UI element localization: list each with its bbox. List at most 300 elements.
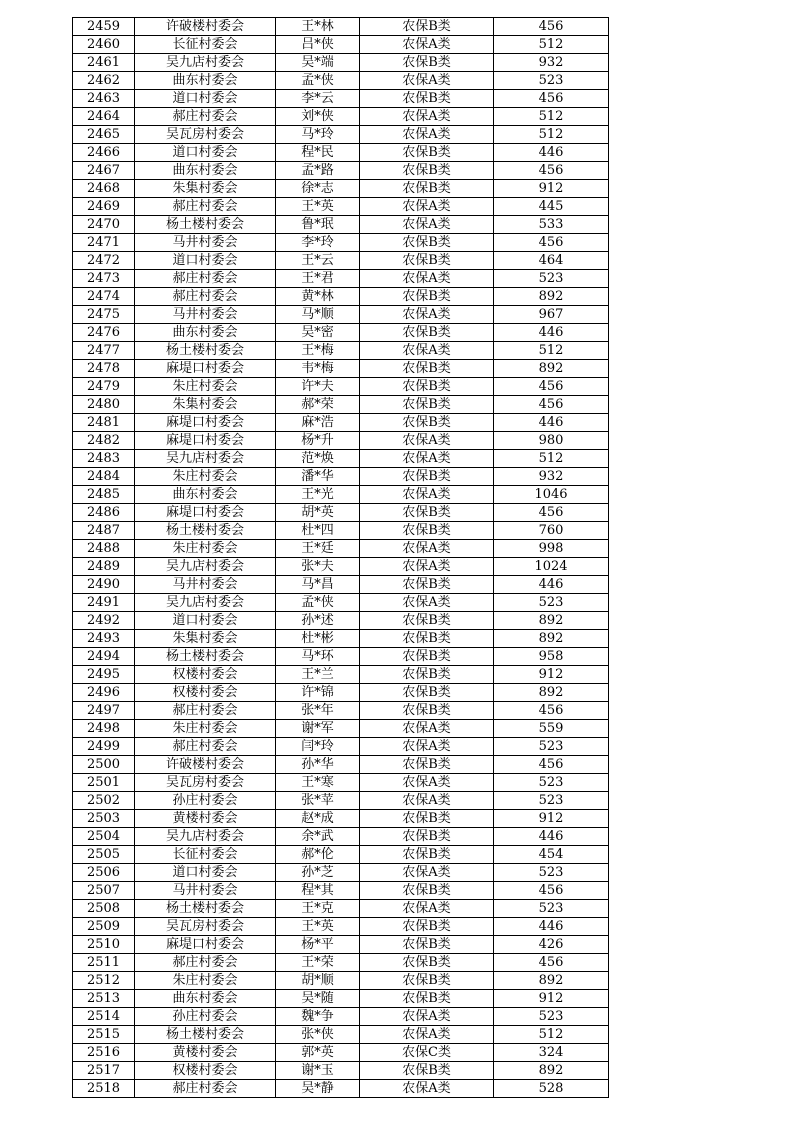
village-committee-cell: 道口村委会 (135, 864, 276, 882)
row-number-cell: 2503 (73, 810, 135, 828)
category-cell: 农保B类 (360, 612, 494, 630)
amount-cell: 456 (494, 954, 609, 972)
name-cell: 范*焕 (276, 450, 360, 468)
village-committee-cell: 曲东村委会 (135, 162, 276, 180)
village-committee-cell: 吴九店村委会 (135, 54, 276, 72)
amount-cell: 523 (494, 864, 609, 882)
row-number-cell: 2493 (73, 630, 135, 648)
table-row (73, 954, 609, 972)
row-number-cell: 2501 (73, 774, 135, 792)
name-cell: 王*寒 (276, 774, 360, 792)
village-committee-cell: 黄楼村委会 (135, 1044, 276, 1062)
amount-cell: 528 (494, 1080, 609, 1098)
category-cell: 农保A类 (360, 270, 494, 288)
name-cell: 吕*侠 (276, 36, 360, 54)
table-row (73, 828, 609, 846)
row-number-cell: 2461 (73, 54, 135, 72)
category-cell: 农保B类 (360, 918, 494, 936)
village-committee-cell: 朱庄村委会 (135, 378, 276, 396)
table-row (73, 918, 609, 936)
name-cell: 徐*志 (276, 180, 360, 198)
category-cell: 农保A类 (360, 594, 494, 612)
row-number-cell: 2468 (73, 180, 135, 198)
village-committee-cell: 朱集村委会 (135, 180, 276, 198)
table-row (73, 702, 609, 720)
amount-cell: 1046 (494, 486, 609, 504)
row-number-cell: 2505 (73, 846, 135, 864)
table-row (73, 216, 609, 234)
name-cell: 胡*英 (276, 504, 360, 522)
village-committee-cell: 杨土楼村委会 (135, 1026, 276, 1044)
table-row (73, 900, 609, 918)
row-number-cell: 2471 (73, 234, 135, 252)
name-cell: 王*廷 (276, 540, 360, 558)
amount-cell: 445 (494, 198, 609, 216)
village-committee-cell: 朱庄村委会 (135, 468, 276, 486)
row-number-cell: 2490 (73, 576, 135, 594)
category-cell: 农保A类 (360, 126, 494, 144)
row-number-cell: 2478 (73, 360, 135, 378)
table-row (73, 684, 609, 702)
village-committee-cell: 郝庄村委会 (135, 738, 276, 756)
name-cell: 张*年 (276, 702, 360, 720)
table-row (73, 180, 609, 198)
category-cell: 农保A类 (360, 1008, 494, 1026)
amount-cell: 446 (494, 414, 609, 432)
row-number-cell: 2476 (73, 324, 135, 342)
amount-cell: 456 (494, 882, 609, 900)
name-cell: 余*武 (276, 828, 360, 846)
table-row (73, 126, 609, 144)
village-committee-cell: 黄楼村委会 (135, 810, 276, 828)
row-number-cell: 2512 (73, 972, 135, 990)
village-committee-cell: 长征村委会 (135, 846, 276, 864)
row-number-cell: 2500 (73, 756, 135, 774)
category-cell: 农保B类 (360, 288, 494, 306)
row-number-cell: 2509 (73, 918, 135, 936)
row-number-cell: 2511 (73, 954, 135, 972)
village-committee-cell: 杨土楼村委会 (135, 342, 276, 360)
row-number-cell: 2483 (73, 450, 135, 468)
name-cell: 王*英 (276, 198, 360, 216)
name-cell: 鲁*珉 (276, 216, 360, 234)
amount-cell: 932 (494, 468, 609, 486)
amount-cell: 512 (494, 36, 609, 54)
category-cell: 农保B类 (360, 576, 494, 594)
village-committee-cell: 吴瓦房村委会 (135, 918, 276, 936)
amount-cell: 523 (494, 738, 609, 756)
table-row (73, 864, 609, 882)
table-row (73, 576, 609, 594)
amount-cell: 446 (494, 576, 609, 594)
category-cell: 农保A类 (360, 432, 494, 450)
amount-cell: 523 (494, 72, 609, 90)
table-row (73, 846, 609, 864)
village-committee-cell: 郝庄村委会 (135, 1080, 276, 1098)
table-row (73, 594, 609, 612)
category-cell: 农保A类 (360, 540, 494, 558)
village-committee-cell: 郝庄村委会 (135, 108, 276, 126)
name-cell: 孙*述 (276, 612, 360, 630)
name-cell: 吴*随 (276, 990, 360, 1008)
table-row (73, 810, 609, 828)
village-committee-cell: 孙庄村委会 (135, 792, 276, 810)
category-cell: 农保B类 (360, 684, 494, 702)
amount-cell: 533 (494, 216, 609, 234)
row-number-cell: 2513 (73, 990, 135, 1008)
table-row (73, 234, 609, 252)
village-committee-cell: 杨土楼村委会 (135, 900, 276, 918)
amount-cell: 892 (494, 972, 609, 990)
village-committee-cell: 曲东村委会 (135, 486, 276, 504)
row-number-cell: 2498 (73, 720, 135, 738)
category-cell: 农保B类 (360, 180, 494, 198)
table-row (73, 306, 609, 324)
amount-cell: 912 (494, 990, 609, 1008)
village-committee-cell: 吴九店村委会 (135, 594, 276, 612)
amount-cell: 446 (494, 324, 609, 342)
data-table (72, 17, 609, 1098)
village-committee-cell: 朱庄村委会 (135, 720, 276, 738)
row-number-cell: 2469 (73, 198, 135, 216)
row-number-cell: 2465 (73, 126, 135, 144)
table-row (73, 468, 609, 486)
amount-cell: 523 (494, 270, 609, 288)
village-committee-cell: 马井村委会 (135, 576, 276, 594)
name-cell: 潘*华 (276, 468, 360, 486)
village-committee-cell: 马井村委会 (135, 882, 276, 900)
table-row (73, 936, 609, 954)
name-cell: 王*君 (276, 270, 360, 288)
category-cell: 农保A类 (360, 738, 494, 756)
village-committee-cell: 朱集村委会 (135, 396, 276, 414)
table-row (73, 558, 609, 576)
amount-cell: 456 (494, 702, 609, 720)
table-row (73, 378, 609, 396)
amount-cell: 967 (494, 306, 609, 324)
name-cell: 孙*华 (276, 756, 360, 774)
category-cell: 农保A类 (360, 198, 494, 216)
row-number-cell: 2467 (73, 162, 135, 180)
row-number-cell: 2484 (73, 468, 135, 486)
table-row (73, 1008, 609, 1026)
category-cell: 农保A类 (360, 450, 494, 468)
category-cell: 农保B类 (360, 666, 494, 684)
row-number-cell: 2491 (73, 594, 135, 612)
table-row (73, 972, 609, 990)
name-cell: 王*云 (276, 252, 360, 270)
name-cell: 王*梅 (276, 342, 360, 360)
amount-cell: 892 (494, 612, 609, 630)
row-number-cell: 2464 (73, 108, 135, 126)
row-number-cell: 2460 (73, 36, 135, 54)
row-number-cell: 2462 (73, 72, 135, 90)
village-committee-cell: 朱庄村委会 (135, 540, 276, 558)
village-committee-cell: 道口村委会 (135, 90, 276, 108)
category-cell: 农保A类 (360, 216, 494, 234)
table-row (73, 630, 609, 648)
name-cell: 杜*彬 (276, 630, 360, 648)
amount-cell: 426 (494, 936, 609, 954)
table-row (73, 720, 609, 738)
village-committee-cell: 杨土楼村委会 (135, 216, 276, 234)
village-committee-cell: 权楼村委会 (135, 1062, 276, 1080)
category-cell: 农保B类 (360, 936, 494, 954)
amount-cell: 892 (494, 684, 609, 702)
table-row (73, 756, 609, 774)
amount-cell: 456 (494, 234, 609, 252)
amount-cell: 892 (494, 288, 609, 306)
village-committee-cell: 郝庄村委会 (135, 954, 276, 972)
row-number-cell: 2474 (73, 288, 135, 306)
category-cell: 农保B类 (360, 954, 494, 972)
row-number-cell: 2506 (73, 864, 135, 882)
table-row (73, 72, 609, 90)
row-number-cell: 2470 (73, 216, 135, 234)
category-cell: 农保B类 (360, 378, 494, 396)
village-committee-cell: 吴九店村委会 (135, 450, 276, 468)
row-number-cell: 2482 (73, 432, 135, 450)
village-committee-cell: 朱集村委会 (135, 630, 276, 648)
name-cell: 孙*芝 (276, 864, 360, 882)
category-cell: 农保A类 (360, 774, 494, 792)
table-row (73, 612, 609, 630)
category-cell: 农保B类 (360, 360, 494, 378)
name-cell: 谢*玉 (276, 1062, 360, 1080)
category-cell: 农保A类 (360, 900, 494, 918)
name-cell: 谢*军 (276, 720, 360, 738)
category-cell: 农保B类 (360, 324, 494, 342)
category-cell: 农保C类 (360, 1044, 494, 1062)
name-cell: 王*林 (276, 18, 360, 36)
table-row (73, 144, 609, 162)
row-number-cell: 2494 (73, 648, 135, 666)
name-cell: 王*荣 (276, 954, 360, 972)
amount-cell: 892 (494, 1062, 609, 1080)
amount-cell: 892 (494, 630, 609, 648)
row-number-cell: 2459 (73, 18, 135, 36)
table-row (73, 1062, 609, 1080)
category-cell: 农保B类 (360, 828, 494, 846)
name-cell: 马*顺 (276, 306, 360, 324)
row-number-cell: 2473 (73, 270, 135, 288)
village-committee-cell: 马井村委会 (135, 306, 276, 324)
village-committee-cell: 麻堤口村委会 (135, 414, 276, 432)
name-cell: 吴*静 (276, 1080, 360, 1098)
row-number-cell: 2508 (73, 900, 135, 918)
amount-cell: 912 (494, 180, 609, 198)
row-number-cell: 2507 (73, 882, 135, 900)
table-row (73, 1026, 609, 1044)
amount-cell: 523 (494, 774, 609, 792)
amount-cell: 523 (494, 1008, 609, 1026)
table-row (73, 270, 609, 288)
category-cell: 农保B类 (360, 972, 494, 990)
name-cell: 魏*争 (276, 1008, 360, 1026)
amount-cell: 456 (494, 378, 609, 396)
village-committee-cell: 麻堤口村委会 (135, 360, 276, 378)
village-committee-cell: 麻堤口村委会 (135, 936, 276, 954)
amount-cell: 980 (494, 432, 609, 450)
table-row (73, 1044, 609, 1062)
amount-cell: 958 (494, 648, 609, 666)
village-committee-cell: 曲东村委会 (135, 324, 276, 342)
row-number-cell: 2499 (73, 738, 135, 756)
village-committee-cell: 郝庄村委会 (135, 198, 276, 216)
category-cell: 农保A类 (360, 720, 494, 738)
village-committee-cell: 道口村委会 (135, 144, 276, 162)
row-number-cell: 2495 (73, 666, 135, 684)
amount-cell: 456 (494, 90, 609, 108)
category-cell: 农保B类 (360, 234, 494, 252)
category-cell: 农保A类 (360, 306, 494, 324)
row-number-cell: 2502 (73, 792, 135, 810)
row-number-cell: 2466 (73, 144, 135, 162)
table-row (73, 486, 609, 504)
table-row (73, 288, 609, 306)
name-cell: 马*环 (276, 648, 360, 666)
table-row (73, 396, 609, 414)
village-committee-cell: 吴瓦房村委会 (135, 774, 276, 792)
table-row (73, 990, 609, 1008)
village-committee-cell: 孙庄村委会 (135, 1008, 276, 1026)
table-row (73, 648, 609, 666)
category-cell: 农保B类 (360, 162, 494, 180)
name-cell: 许*夫 (276, 378, 360, 396)
category-cell: 农保A类 (360, 558, 494, 576)
village-committee-cell: 麻堤口村委会 (135, 432, 276, 450)
name-cell: 王*光 (276, 486, 360, 504)
village-committee-cell: 马井村委会 (135, 234, 276, 252)
table-row (73, 54, 609, 72)
name-cell: 张*夫 (276, 558, 360, 576)
village-committee-cell: 吴九店村委会 (135, 828, 276, 846)
table-row (73, 36, 609, 54)
name-cell: 刘*侠 (276, 108, 360, 126)
village-committee-cell: 曲东村委会 (135, 990, 276, 1008)
village-committee-cell: 郝庄村委会 (135, 288, 276, 306)
amount-cell: 523 (494, 792, 609, 810)
name-cell: 杨*升 (276, 432, 360, 450)
name-cell: 马*玲 (276, 126, 360, 144)
row-number-cell: 2486 (73, 504, 135, 522)
name-cell: 张*侠 (276, 1026, 360, 1044)
amount-cell: 512 (494, 108, 609, 126)
table-row (73, 504, 609, 522)
village-committee-cell: 朱庄村委会 (135, 972, 276, 990)
row-number-cell: 2489 (73, 558, 135, 576)
amount-cell: 559 (494, 720, 609, 738)
amount-cell: 932 (494, 54, 609, 72)
table-row (73, 342, 609, 360)
amount-cell: 523 (494, 594, 609, 612)
name-cell: 孟*路 (276, 162, 360, 180)
village-committee-cell: 长征村委会 (135, 36, 276, 54)
table-row (73, 108, 609, 126)
name-cell: 程*其 (276, 882, 360, 900)
amount-cell: 512 (494, 342, 609, 360)
category-cell: 农保B类 (360, 252, 494, 270)
row-number-cell: 2481 (73, 414, 135, 432)
name-cell: 郭*英 (276, 1044, 360, 1062)
amount-cell: 512 (494, 126, 609, 144)
village-committee-cell: 吴瓦房村委会 (135, 126, 276, 144)
amount-cell: 760 (494, 522, 609, 540)
name-cell: 杨*平 (276, 936, 360, 954)
amount-cell: 456 (494, 396, 609, 414)
name-cell: 吴*密 (276, 324, 360, 342)
name-cell: 孟*侠 (276, 594, 360, 612)
row-number-cell: 2479 (73, 378, 135, 396)
table-body (73, 18, 609, 1098)
amount-cell: 446 (494, 828, 609, 846)
name-cell: 胡*顺 (276, 972, 360, 990)
table-row (73, 324, 609, 342)
row-number-cell: 2517 (73, 1062, 135, 1080)
name-cell: 杜*四 (276, 522, 360, 540)
row-number-cell: 2492 (73, 612, 135, 630)
row-number-cell: 2487 (73, 522, 135, 540)
category-cell: 农保B类 (360, 504, 494, 522)
category-cell: 农保A类 (360, 108, 494, 126)
amount-cell: 523 (494, 900, 609, 918)
village-committee-cell: 权楼村委会 (135, 666, 276, 684)
row-number-cell: 2496 (73, 684, 135, 702)
amount-cell: 456 (494, 504, 609, 522)
table-row (73, 540, 609, 558)
category-cell: 农保B类 (360, 18, 494, 36)
row-number-cell: 2518 (73, 1080, 135, 1098)
village-committee-cell: 郝庄村委会 (135, 270, 276, 288)
amount-cell: 464 (494, 252, 609, 270)
category-cell: 农保B类 (360, 990, 494, 1008)
name-cell: 韦*梅 (276, 360, 360, 378)
category-cell: 农保B类 (360, 846, 494, 864)
category-cell: 农保B类 (360, 810, 494, 828)
name-cell: 张*苹 (276, 792, 360, 810)
row-number-cell: 2510 (73, 936, 135, 954)
table-row (73, 522, 609, 540)
table-row (73, 1080, 609, 1098)
row-number-cell: 2497 (73, 702, 135, 720)
village-committee-cell: 曲东村委会 (135, 72, 276, 90)
category-cell: 农保B类 (360, 522, 494, 540)
table-row (73, 450, 609, 468)
category-cell: 农保B类 (360, 414, 494, 432)
table-row (73, 774, 609, 792)
amount-cell: 456 (494, 756, 609, 774)
category-cell: 农保A类 (360, 792, 494, 810)
category-cell: 农保B类 (360, 468, 494, 486)
amount-cell: 512 (494, 450, 609, 468)
amount-cell: 1024 (494, 558, 609, 576)
name-cell: 程*民 (276, 144, 360, 162)
name-cell: 王*兰 (276, 666, 360, 684)
category-cell: 农保B类 (360, 1062, 494, 1080)
table-row (73, 738, 609, 756)
table-row (73, 432, 609, 450)
name-cell: 许*锦 (276, 684, 360, 702)
table-row (73, 792, 609, 810)
table-row (73, 18, 609, 36)
row-number-cell: 2485 (73, 486, 135, 504)
row-number-cell: 2514 (73, 1008, 135, 1026)
village-committee-cell: 道口村委会 (135, 252, 276, 270)
category-cell: 农保B类 (360, 702, 494, 720)
amount-cell: 446 (494, 918, 609, 936)
row-number-cell: 2516 (73, 1044, 135, 1062)
category-cell: 农保A类 (360, 72, 494, 90)
